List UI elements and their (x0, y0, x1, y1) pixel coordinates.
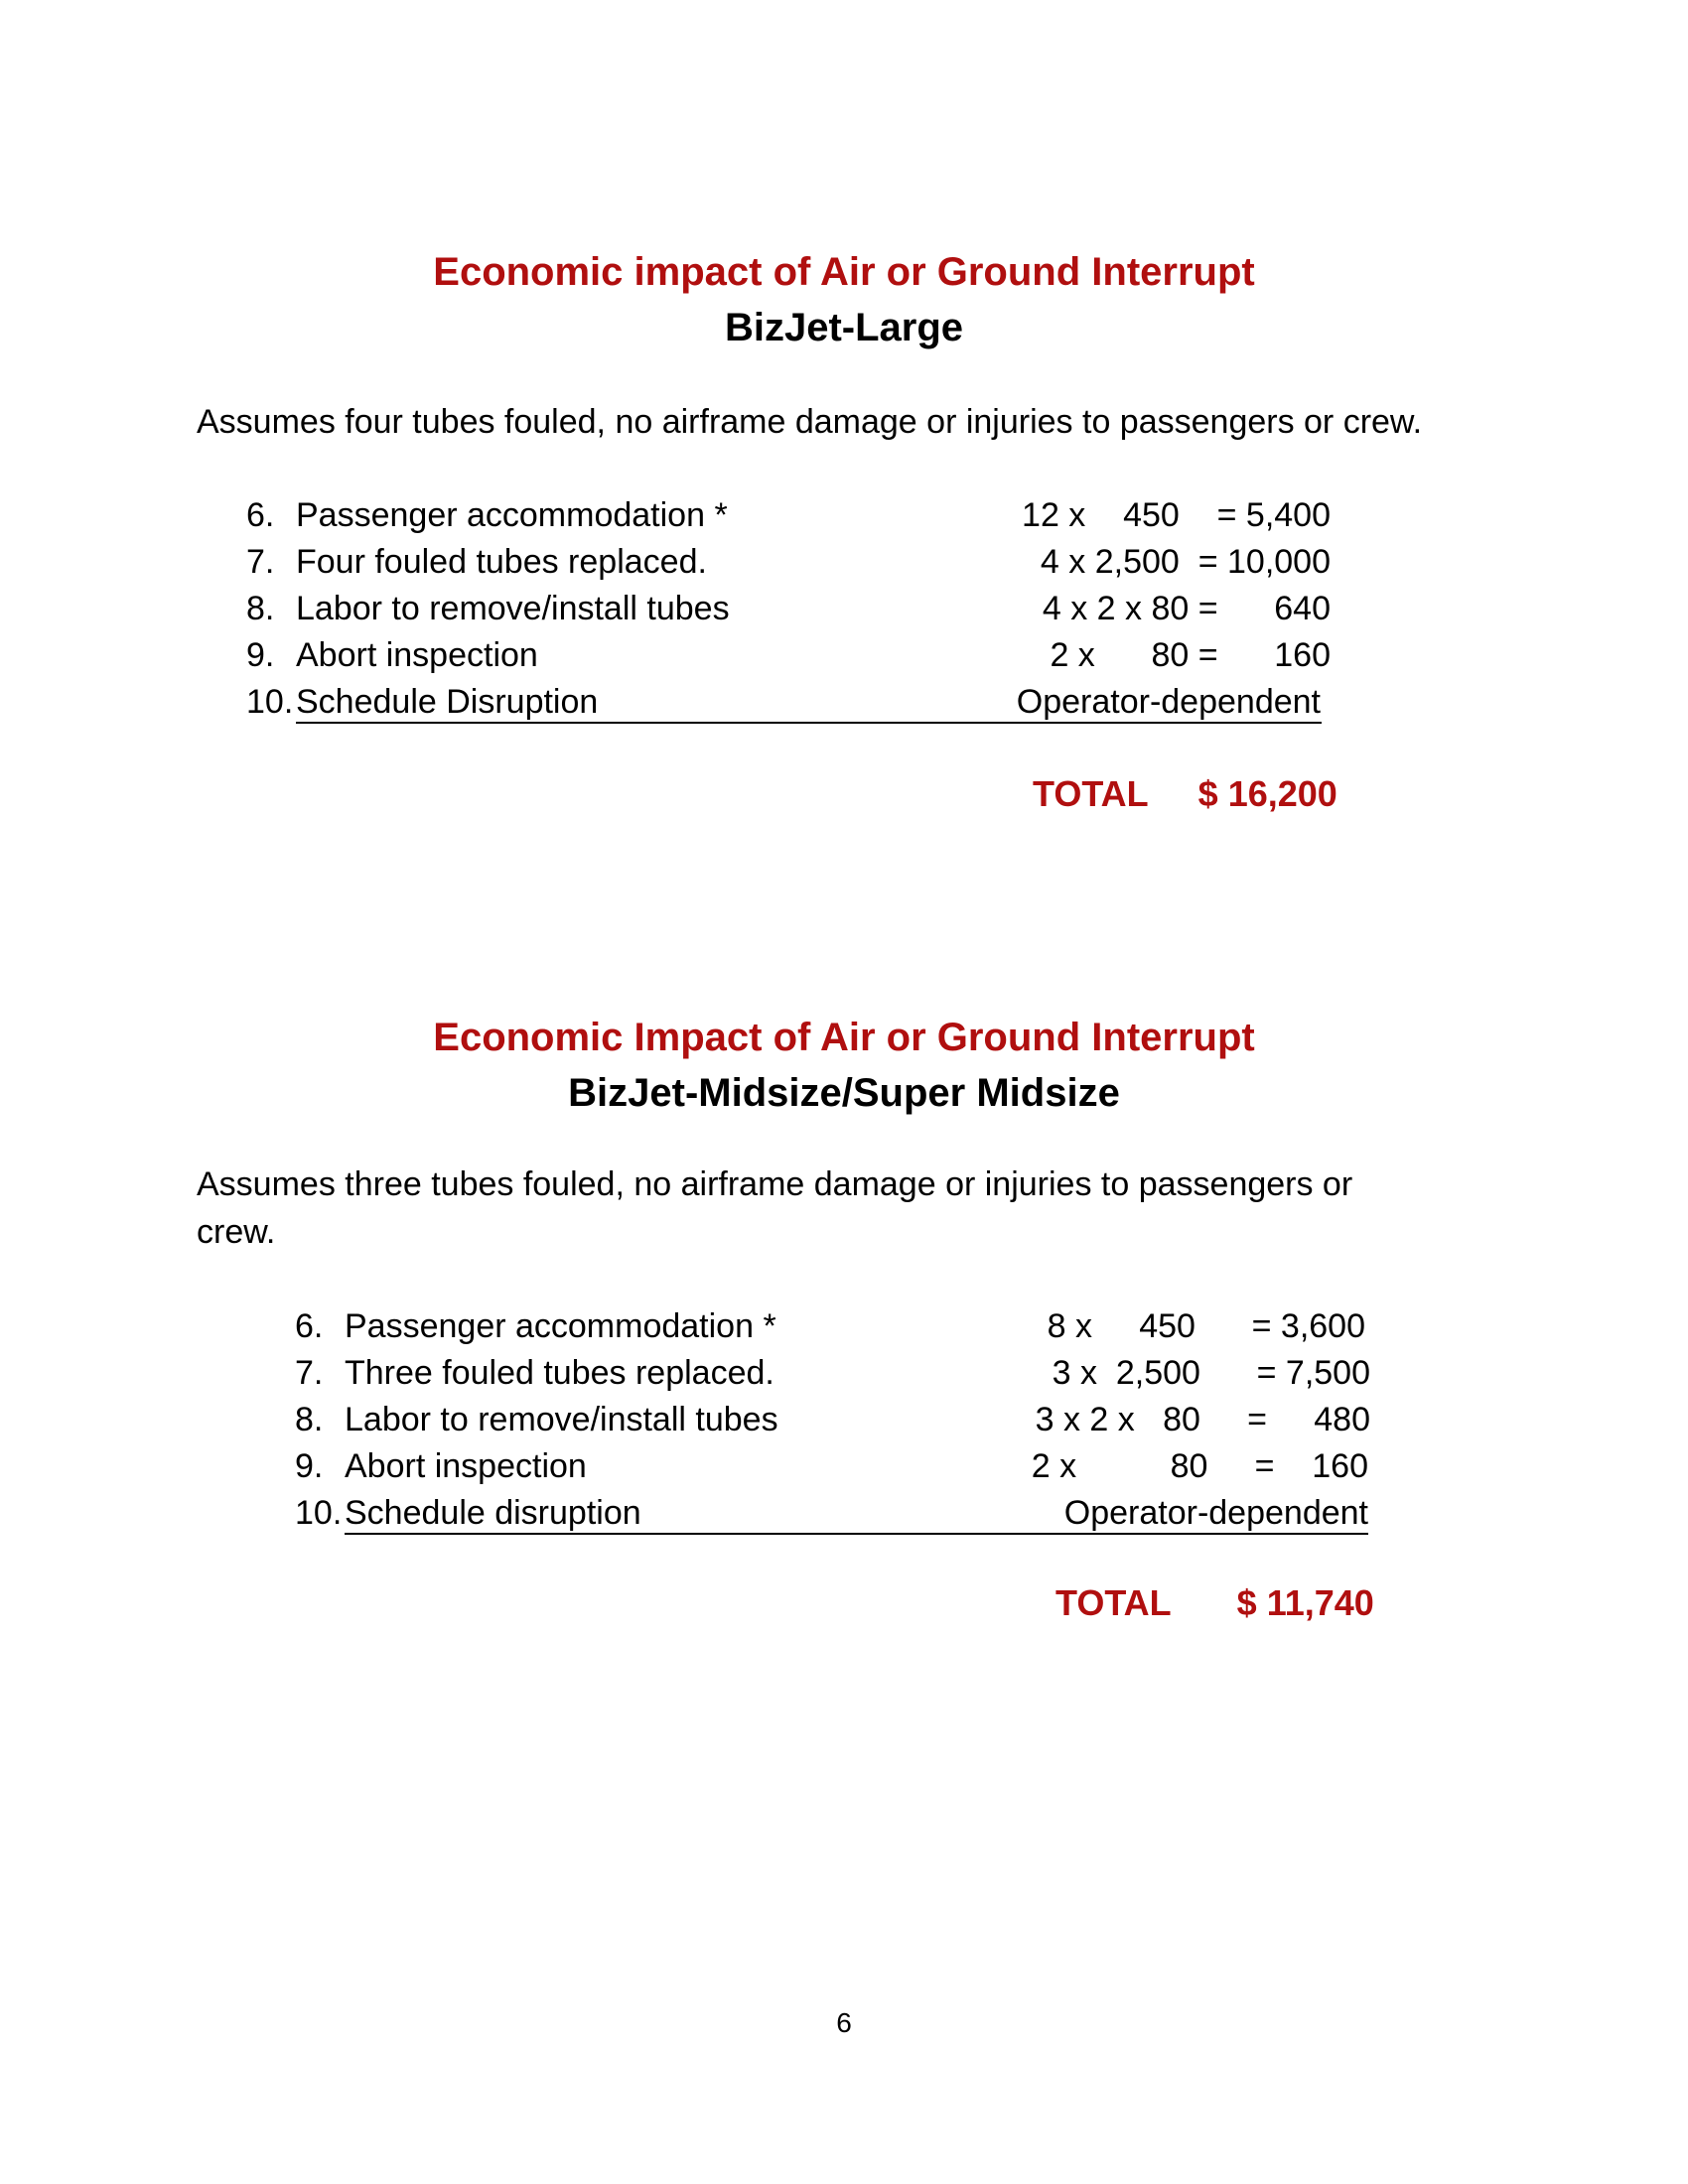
item-label: Passenger accommodation * (296, 496, 728, 534)
section-bizjet-large (0, 244, 1688, 355)
section1-subtitle: BizJet-Large (724, 306, 964, 349)
row-underline (296, 722, 1322, 724)
section2-subtitle: BizJet-Midsize/Super Midsize (568, 1071, 1120, 1115)
section1-title: Economic impact of Air or Ground Interrupt (433, 250, 1255, 294)
section2-title: Economic Impact of Air or Ground Interrupt (433, 1016, 1255, 1059)
item-label: Schedule Disruption (296, 683, 599, 721)
item-label: Four fouled tubes replaced. (296, 543, 707, 581)
item-label: Schedule disruption (345, 1494, 641, 1532)
section1-total (1033, 773, 1337, 815)
total-label: TOTAL (1033, 773, 1149, 814)
item-label: Passenger accommodation * (345, 1307, 776, 1345)
section2-assumption-line2: crew. (197, 1213, 276, 1251)
total-value: $ 11,740 (1236, 1582, 1374, 1623)
item-label: Abort inspection (345, 1447, 587, 1485)
section2-total (1055, 1582, 1374, 1624)
total-value: $ 16,200 (1197, 773, 1337, 814)
item-label: Three fouled tubes replaced. (345, 1354, 774, 1392)
page-number: 6 (836, 2007, 852, 2038)
section-bizjet-midsize (0, 1010, 1688, 1121)
row-underline (345, 1533, 1368, 1535)
item-label: Labor to remove/install tubes (296, 590, 730, 627)
item-label: Labor to remove/install tubes (345, 1401, 778, 1438)
section2-assumption-line1: Assumes three tubes fouled, no airframe damage or injuries to passengers or (197, 1165, 1353, 1203)
section1-assumption: Assumes four tubes fouled, no airframe damage or injuries to passengers or crew. (197, 403, 1423, 441)
item-label: Abort inspection (296, 636, 538, 674)
total-label: TOTAL (1055, 1582, 1172, 1623)
